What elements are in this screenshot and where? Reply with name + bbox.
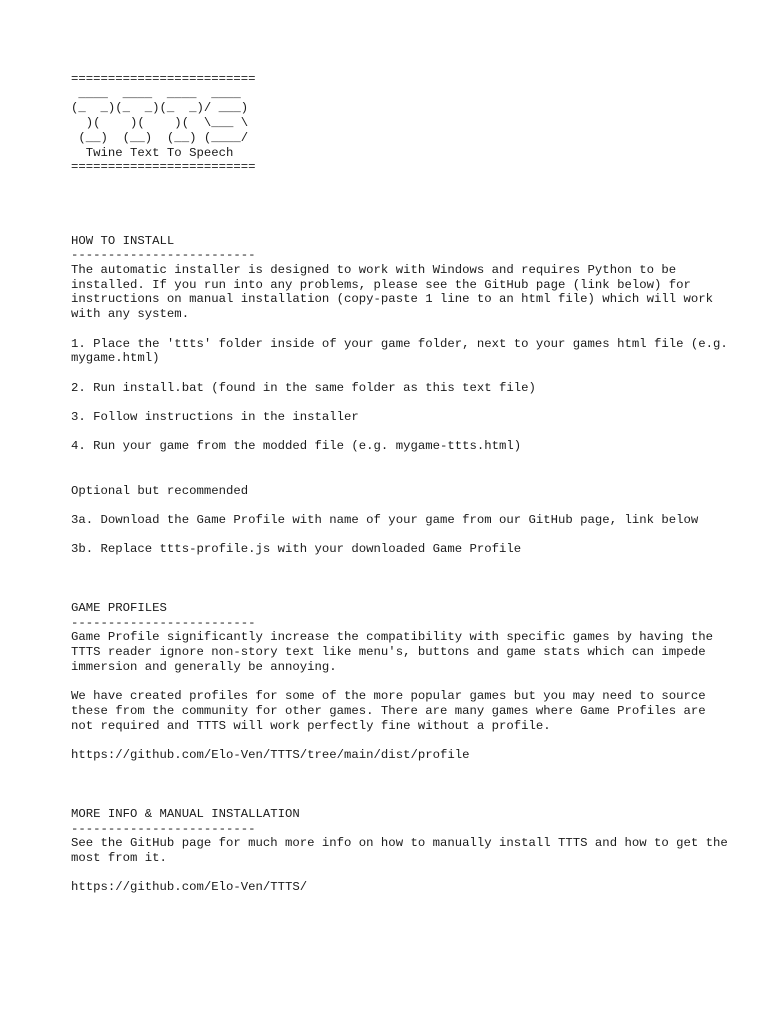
section-heading-install: HOW TO INSTALL: [71, 233, 175, 248]
spacer: [71, 498, 731, 513]
install-step-3: 3. Follow instructions in the installer: [71, 410, 359, 425]
spacer: [71, 454, 731, 469]
spacer: [71, 395, 731, 410]
spacer: [71, 866, 731, 881]
spacer: [71, 763, 731, 807]
banner-rule-top: =========================: [71, 72, 256, 86]
banner-subtitle: Twine Text To Speech: [71, 145, 234, 160]
section-underline: -------------------------: [71, 248, 256, 263]
profiles-para-2: We have created profiles for some of the more popular games but you may need to source these from the community for other games. There are many games where Game Profiles are not required and TTTS will work perfectly fine without a profile.: [71, 689, 706, 733]
section-underline: -------------------------: [71, 615, 256, 630]
spacer: [71, 366, 731, 381]
spacer: [71, 733, 731, 748]
readme-document: [71, 72, 731, 895]
optional-heading: Optional but recommended: [71, 483, 249, 498]
profiles-para-1: Game Profile significantly increase the compatibility with specific games by having the TTTS reader ignore non-story text like menu's, buttons and game stats which can impede immersion and generally be annoying.: [71, 630, 714, 674]
spacer: [71, 675, 731, 690]
install-intro: The automatic installer is designed to work with Windows and requires Python to be installed. If you run into any problems, please see the GitHub page (link below) for instructions on manual installation (copy-paste 1 line to an html file) which will work with any system.: [71, 263, 714, 322]
spacer: [71, 469, 731, 484]
spacer: [71, 175, 731, 234]
section-underline: -------------------------: [71, 821, 256, 836]
section-heading-profiles: GAME PROFILES: [71, 601, 167, 616]
install-step-2: 2. Run install.bat (found in the same folder as this text file): [71, 380, 536, 395]
profiles-url: https://github.com/Elo-Ven/TTTS/tree/main/dist/profile: [71, 748, 470, 763]
install-step-4: 4. Run your game from the modded file (e.g. mygame-ttts.html): [71, 439, 522, 454]
optional-step-3b: 3b. Replace ttts-profile.js with your downloaded Game Profile: [71, 542, 522, 557]
section-heading-more-info: MORE INFO & MANUAL INSTALLATION: [71, 806, 300, 821]
spacer: [71, 557, 731, 601]
optional-step-3a: 3a. Download the Game Profile with name of your game from our GitHub page, link below: [71, 512, 699, 527]
more-info-para: See the GitHub page for much more info on how to manually install TTTS and how to get the most from it.: [71, 836, 728, 865]
spacer: [71, 425, 731, 440]
more-info-url: https://github.com/Elo-Ven/TTTS/: [71, 880, 308, 895]
ttts-ascii-logo: ____ ____ ____ ____ (_ _)(_ _)(_ _)/ ___) )( )( )( \___ \ (__) (__) (__) (____/: [71, 86, 249, 145]
banner-rule-bottom: =========================: [71, 160, 256, 175]
install-step-1: 1. Place the 'ttts' folder inside of your game folder, next to your games html file (e.g. mygame.html): [71, 336, 728, 366]
spacer: [71, 528, 731, 543]
spacer: [71, 322, 731, 337]
